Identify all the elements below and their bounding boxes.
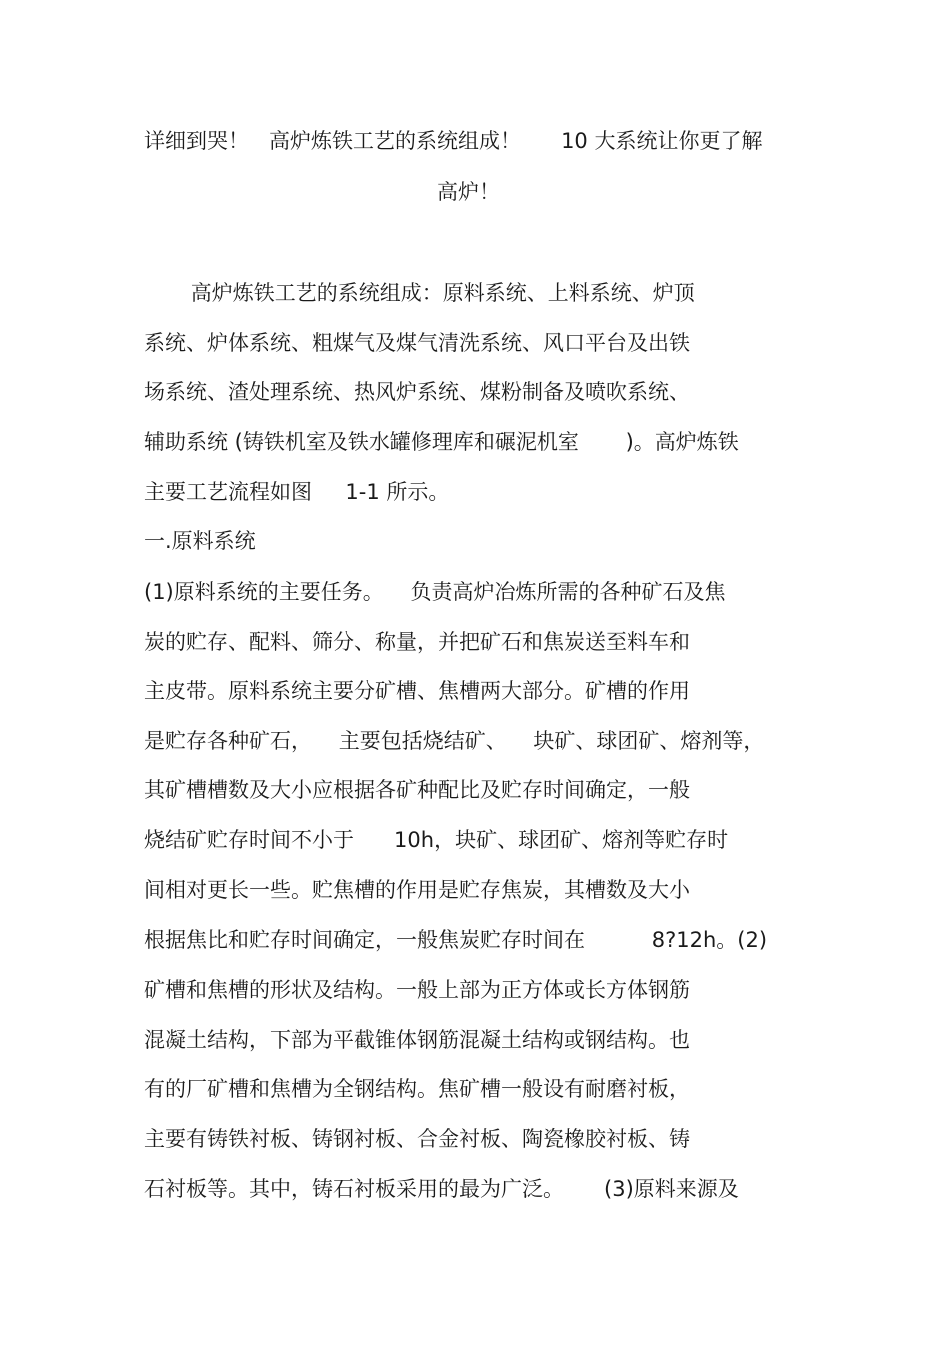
section-heading: 一.原料系统 <box>144 529 256 553</box>
body-line: 间相对更长一些。贮焦槽的作用是贮存焦炭，其槽数及大小 <box>144 878 690 902</box>
body-line: 其矿槽槽数及大小应根据各矿种配比及贮存时间确定，一般 <box>144 778 690 802</box>
body-line: (1)原料系统的主要任务。 负责高炉冶炼所需的各种矿石及焦 <box>144 580 726 604</box>
document-title-line-2: 高炉！ <box>437 180 500 204</box>
body-line: 混凝土结构，下部为平截锥体钢筋混凝土结构或钢结构。也 <box>144 1028 690 1052</box>
body-line: 主要工艺流程如图 1-1 所示。 <box>144 480 450 504</box>
body-line: 矿槽和焦槽的形状及结构。一般上部为正方体或长方体钢筋 <box>144 978 690 1002</box>
body-line: 场系统、渣处理系统、热风炉系统、煤粉制备及喷吹系统、 <box>144 380 690 404</box>
body-line: 高炉炼铁工艺的系统组成：原料系统、上料系统、炉顶 <box>144 281 695 305</box>
body-line: 根据焦比和贮存时间确定，一般焦炭贮存时间在 8?12h。(2) <box>144 928 768 952</box>
body-line: 是贮存各种矿石， 主要包括烧结矿、 块矿、球团矿、熔剂等， <box>144 729 765 753</box>
body-line: 炭的贮存、配料、筛分、称量，并把矿石和焦炭送至料车和 <box>144 630 690 654</box>
body-line: 主要有铸铁衬板、铸钢衬板、合金衬板、陶瓷橡胶衬板、铸 <box>144 1127 690 1151</box>
body-line: 辅助系统 (铸铁机室及铁水罐修理库和碾泥机室 )。高炉炼铁 <box>144 430 739 454</box>
body-line: 有的厂矿槽和焦槽为全钢结构。焦矿槽一般设有耐磨衬板， <box>144 1077 690 1101</box>
body-line: 烧结矿贮存时间不小于 10h，块矿、球团矿、熔剂等贮存时 <box>144 828 729 852</box>
body-line: 系统、炉体系统、粗煤气及煤气清洗系统、风口平台及出铁 <box>144 331 690 355</box>
body-line: 主皮带。原料系统主要分矿槽、焦槽两大部分。矿槽的作用 <box>144 679 690 703</box>
body-line: 石衬板等。其中，铸石衬板采用的最为广泛。 (3)原料来源及 <box>144 1177 739 1201</box>
document-title-line-1: 详细到哭！ 高炉炼铁工艺的系统组成！ 10 大系统让你更了解 <box>144 129 763 153</box>
